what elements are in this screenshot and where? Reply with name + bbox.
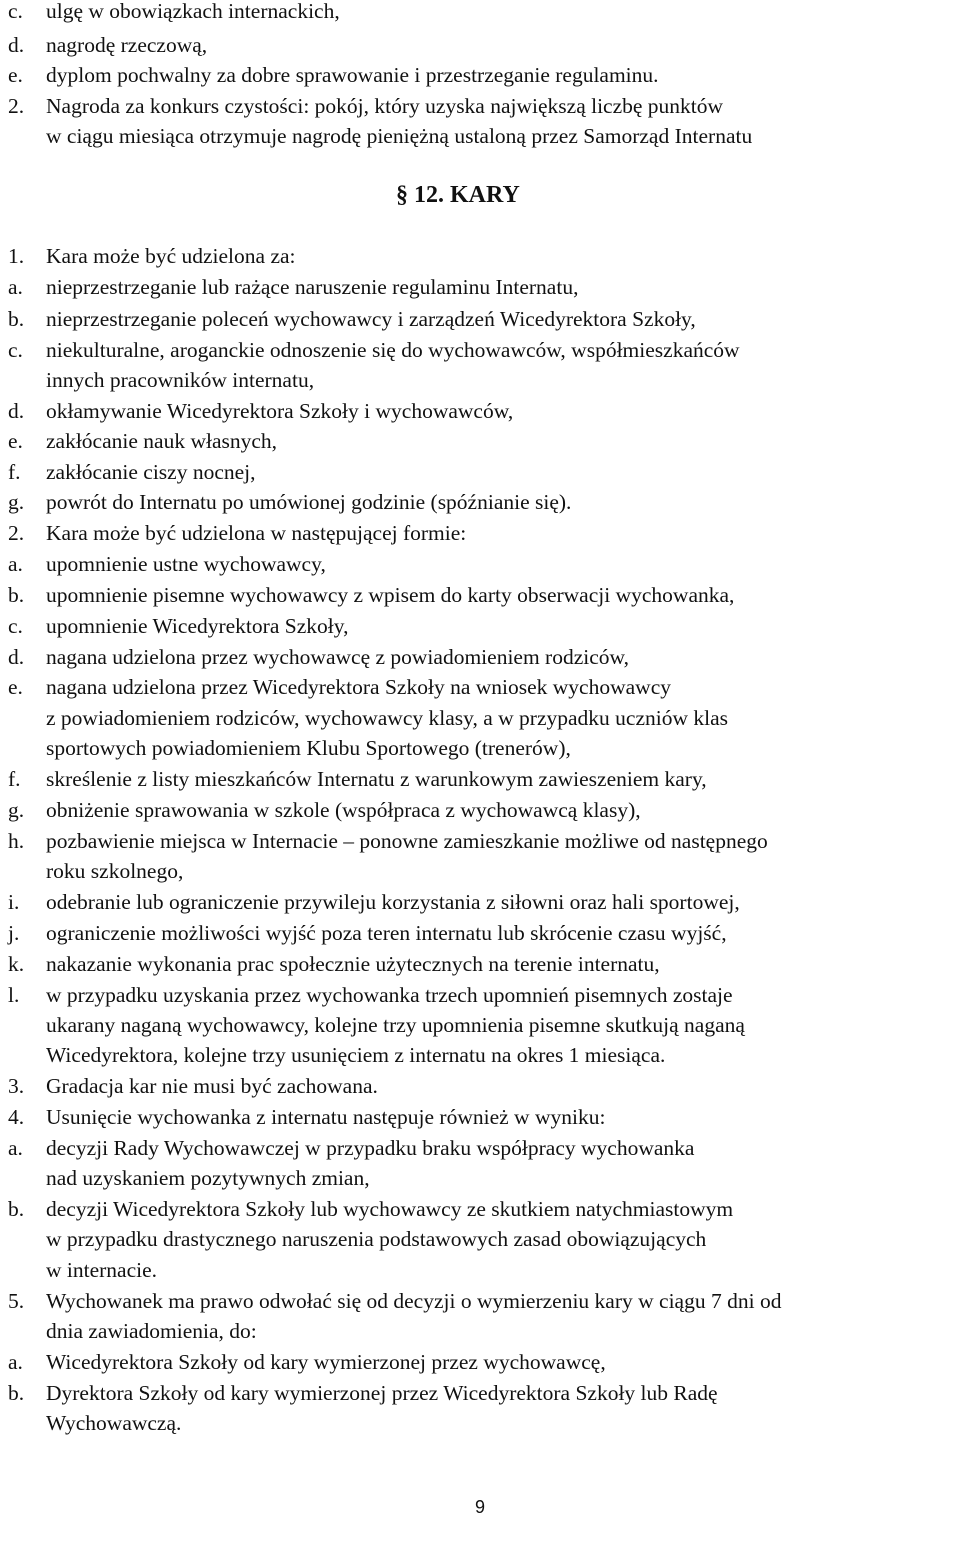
list-marker: g.	[8, 490, 25, 514]
line-text: upomnienie ustne wychowawcy,	[46, 552, 326, 576]
list-marker: b.	[8, 583, 25, 607]
list-marker: 1.	[8, 244, 25, 268]
list-marker: f.	[8, 460, 21, 484]
line-text: nakazanie wykonania prac społecznie użytecznych na terenie internatu,	[46, 952, 660, 976]
line-text: Nagroda za konkurs czystości: pokój, który uzyska największą liczbę punktów	[46, 94, 724, 118]
list-marker: 5.	[8, 1289, 25, 1313]
list-marker: b.	[8, 1381, 25, 1405]
list-marker: a.	[8, 1136, 23, 1160]
list-marker: 3.	[8, 1074, 25, 1098]
line-text: niekulturalne, aroganckie odnoszenie się do wychowawców, współmieszkańców	[46, 338, 740, 362]
list-marker: i.	[8, 890, 20, 914]
line-text: Usunięcie wychowanka z internatu następuje również w wyniku:	[46, 1105, 606, 1129]
list-marker: b.	[8, 307, 25, 331]
line-text: roku szkolnego,	[46, 859, 184, 883]
list-marker: k.	[8, 952, 25, 976]
list-marker: d.	[8, 399, 25, 423]
line-text: w przypadku drastycznego naruszenia podstawowych zasad obowiązujących	[46, 1227, 707, 1251]
list-marker: j.	[8, 921, 20, 945]
section-heading: § 12. KARY	[396, 182, 520, 208]
line-text: Kara może być udzielona w następującej formie:	[46, 521, 467, 545]
list-marker: a.	[8, 275, 23, 299]
line-text: decyzji Rady Wychowawczej w przypadku braku współpracy wychowanka	[46, 1136, 695, 1160]
list-marker: g.	[8, 798, 25, 822]
line-text: nagana udzielona przez Wicedyrektora Szkoły na wniosek wychowawcy	[46, 675, 671, 699]
line-text: Wicedyrektora Szkoły od kary wymierzonej przez wychowawcę,	[46, 1350, 606, 1374]
list-marker: 4.	[8, 1105, 25, 1129]
line-text: dnia zawiadomienia, do:	[46, 1319, 257, 1343]
list-marker: a.	[8, 552, 23, 576]
line-text: skreślenie z listy mieszkańców Internatu z warunkowym zawieszeniem kary,	[46, 767, 707, 791]
list-marker: d.	[8, 645, 25, 669]
list-marker: l.	[8, 983, 20, 1007]
line-text: nieprzestrzeganie poleceń wychowawcy i zarządzeń Wicedyrektora Szkoły,	[46, 307, 696, 331]
line-text: Gradacja kar nie musi być zachowana.	[46, 1074, 378, 1098]
line-text: w internacie.	[46, 1258, 158, 1282]
line-text: nieprzestrzeganie lub rażące naruszenie regulaminu Internatu,	[46, 275, 579, 299]
list-marker: c.	[8, 0, 23, 23]
line-text: obniżenie sprawowania w szkole (współpraca z wychowawcą klasy),	[46, 798, 641, 822]
line-text: nad uzyskaniem pozytywnych zmian,	[46, 1166, 370, 1190]
line-text: nagrodę rzeczową,	[46, 33, 208, 57]
list-marker: e.	[8, 63, 23, 87]
line-text: upomnienie pisemne wychowawcy z wpisem do karty obserwacji wychowanka,	[46, 583, 735, 607]
line-text: ulgę w obowiązkach internackich,	[46, 0, 340, 23]
line-text: ukarany naganą wychowawcy, kolejne trzy upomnienia pisemne skutkują naganą	[46, 1013, 745, 1037]
list-marker: f.	[8, 767, 21, 791]
line-text: powrót do Internatu po umówionej godzinie (spóźnianie się).	[46, 490, 572, 514]
line-text: innych pracowników internatu,	[46, 368, 315, 392]
line-text: zakłócanie ciszy nocnej,	[46, 460, 256, 484]
line-text: zakłócanie nauk własnych,	[46, 429, 278, 453]
line-text: odebranie lub ograniczenie przywileju korzystania z siłowni oraz hali sportowej,	[46, 890, 740, 914]
line-text: decyzji Wicedyrektora Szkoły lub wychowawcy ze skutkiem natychmiastowym	[46, 1197, 734, 1221]
line-text: Wychowanek ma prawo odwołać się od decyzji o wymierzeniu kary w ciągu 7 dni od	[46, 1289, 782, 1313]
list-marker: b.	[8, 1197, 25, 1221]
list-marker: e.	[8, 429, 23, 453]
line-text: sportowych powiadomieniem Klubu Sportowego (trenerów),	[46, 736, 571, 760]
page-number: 9	[474, 1497, 485, 1517]
list-marker: 2.	[8, 94, 25, 118]
line-text: dyplom pochwalny za dobre sprawowanie i przestrzeganie regulaminu.	[46, 63, 659, 87]
line-text: nagana udzielona przez wychowawcę z powiadomieniem rodziców,	[46, 645, 630, 669]
list-marker: d.	[8, 33, 25, 57]
line-text: pozbawienie miejsca w Internacie – ponowne zamieszkanie możliwe od następnego	[46, 829, 768, 853]
list-marker: 2.	[8, 521, 25, 545]
line-text: Dyrektora Szkoły od kary wymierzonej przez Wicedyrektora Szkoły lub Radę	[46, 1381, 718, 1405]
line-text: w przypadku uzyskania przez wychowanka trzech upomnień pisemnych zostaje	[46, 983, 733, 1007]
line-text: z powiadomieniem rodziców, wychowawcy klasy, a w przypadku uczniów klas	[46, 706, 729, 730]
list-marker: h.	[8, 829, 25, 853]
list-marker: a.	[8, 1350, 23, 1374]
line-text: ograniczenie możliwości wyjść poza teren internatu lub skrócenie czasu wyjść,	[46, 921, 727, 945]
list-marker: c.	[8, 614, 23, 638]
line-text: w ciągu miesiąca otrzymuje nagrodę pieniężną ustaloną przez Samorząd Internatu	[46, 124, 753, 148]
list-marker: e.	[8, 675, 23, 699]
line-text: Wicedyrektora, kolejne trzy usunięciem z internatu na okres 1 miesiąca.	[46, 1043, 666, 1067]
line-text: upomnienie Wicedyrektora Szkoły,	[46, 614, 349, 638]
line-text: okłamywanie Wicedyrektora Szkoły i wychowawców,	[46, 399, 514, 423]
line-text: Wychowawczą.	[46, 1411, 182, 1435]
line-text: Kara może być udzielona za:	[46, 244, 296, 268]
list-marker: c.	[8, 338, 23, 362]
